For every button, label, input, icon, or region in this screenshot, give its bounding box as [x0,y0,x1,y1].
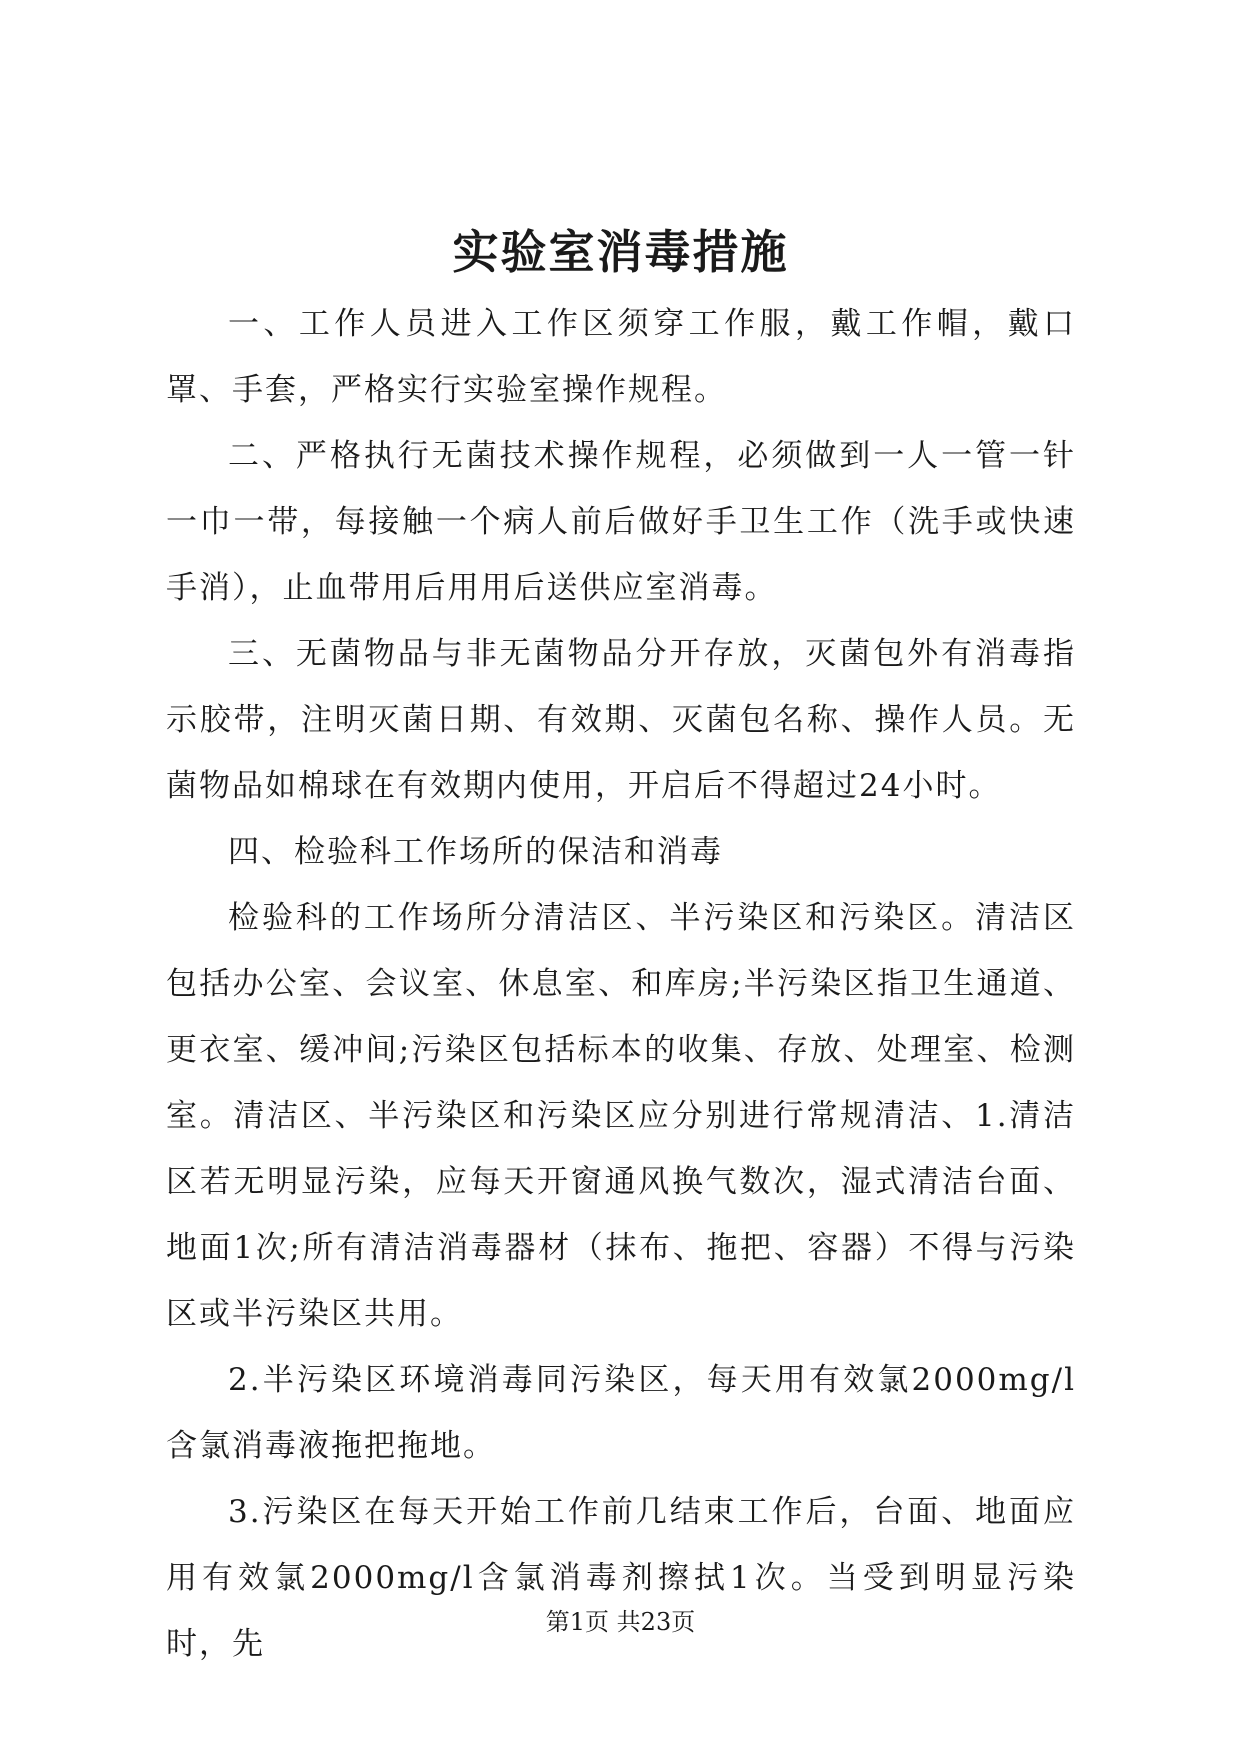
paragraph-4: 四、检验科工作场所的保洁和消毒 [228,834,723,870]
paragraph-1: 一、工作人员进入工作区须穿工作服，戴工作帽，戴口罩、手套，严格实行实验室操作规程。 [166,306,1076,408]
paragraph-5: 检验科的工作场所分清洁区、半污染区和污染区。清洁区包括办公室、会议室、休息室、和库房;半污染区指卫生通道、更衣室、缓冲间;污染区包括标本的收集、存放、处理室、检测室。清洁区、半污染区和污染区应分别进行常规清洁、1.清洁区若无明显污染，应每天开窗通风换气数次，湿式清洁台面、地面1次;所有清洁消毒器材（抹布、拖把、容器）不得与污染区或半污染区共用。 [166,900,1076,1332]
paragraph-6: 2.半污染区环境消毒同污染区，每天用有效氯2000mg/l含氯消毒液拖把拖地。 [166,1362,1076,1464]
document-body [166,291,1076,1677]
document-title: 实验室消毒措施 [452,225,789,279]
page-number-footer: 第1页 共23页 [545,1608,696,1636]
paragraph-2: 二、严格执行无菌技术操作规程，必须做到一人一管一针一巾一带，每接触一个病人前后做好手卫生工作（洗手或快速手消），止血带用后用用后送供应室消毒。 [166,438,1076,606]
paragraph-7: 3.污染区在每天开始工作前几结束工作后，台面、地面应用有效氯2000mg/l含氯消毒剂擦拭1次。当受到明显污染时，先 [166,1494,1076,1662]
paragraph-3: 三、无菌物品与非无菌物品分开存放，灭菌包外有消毒指示胶带，注明灭菌日期、有效期、灭菌包名称、操作人员。无菌物品如棉球在有效期内使用，开启后不得超过24小时。 [166,636,1076,804]
